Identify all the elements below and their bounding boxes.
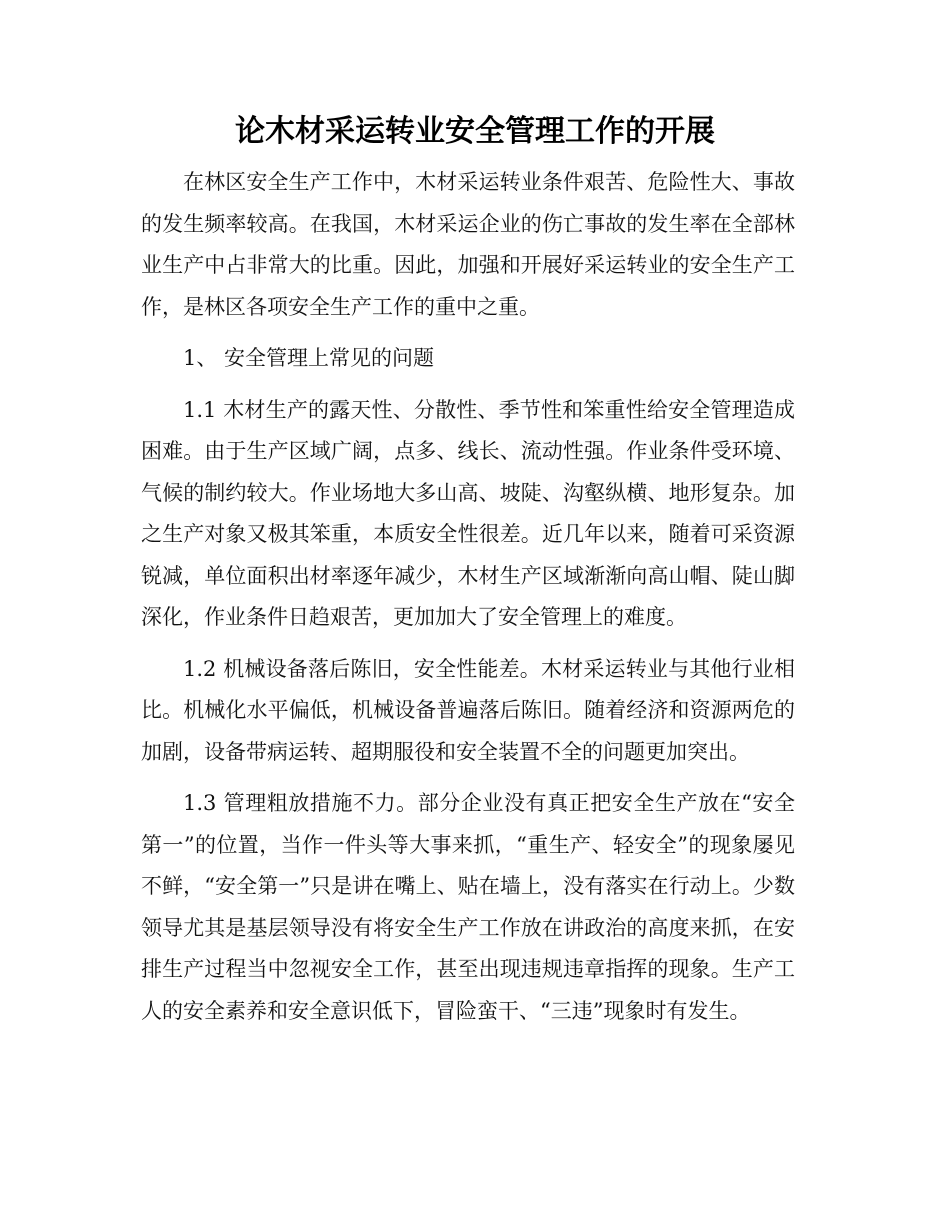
paragraph-intro: 在林区安全生产工作中，木材采运转业条件艰苦、危险性大、事故的发生频率较高。在我国，木材采运企业的伤亡事故的发生率在全部林业生产中占非常大的比重。因此，加强和开展好采运转业的安全生产工作，是林区各项安全生产工作的重中之重。 (141, 170, 795, 319)
paragraph-1-3: 1.3 管理粗放措施不力。部分企业没有真正把安全生产放在“安全第一”的位置，当作一件头等大事来抓，“重生产、轻安全”的现象屡见不鲜，“安全第一”只是讲在嘴上、贴在墙上，没有落实在行动上。少数领导尤其是基层领导没有将安全生产工作放在讲政治的高度来抓，在安排生产过程当中忽视安全工作，甚至出现违规违章指挥的现象。生产工人的安全素养和安全意识低下，冒险蛮干、“三违”现象时有发生。 (141, 791, 795, 1023)
section-heading-1: 1、 安全管理上常见的问题 (183, 346, 435, 370)
paragraph-1-1: 1.1 木材生产的露天性、分散性、季节性和笨重性给安全管理造成困难。由于生产区域广阔，点多、线长、流动性强。作业条件受环境、气候的制约较大。作业场地大多山高、坡陡、沟壑纵横、地形复杂。加之生产对象又极其笨重，本质安全性很差。近几年以来，随着可采资源锐减，单位面积出材率逐年减少，木材生产区域渐渐向高山帽、陡山脚深化，作业条件日趋艰苦，更加加大了安全管理上的难度。 (141, 397, 795, 629)
paragraph-1-2: 1.2 机械设备落后陈旧，安全性能差。木材采运转业与其他行业相比。机械化水平偏低，机械设备普遍落后陈旧。随着经济和资源两危的加剧，设备带病运转、超期服役和安全装置不全的问题更加突出。 (141, 656, 795, 764)
document-body (141, 162, 795, 1042)
document-title: 论木材采运转业安全管理工作的开展 (235, 114, 715, 149)
